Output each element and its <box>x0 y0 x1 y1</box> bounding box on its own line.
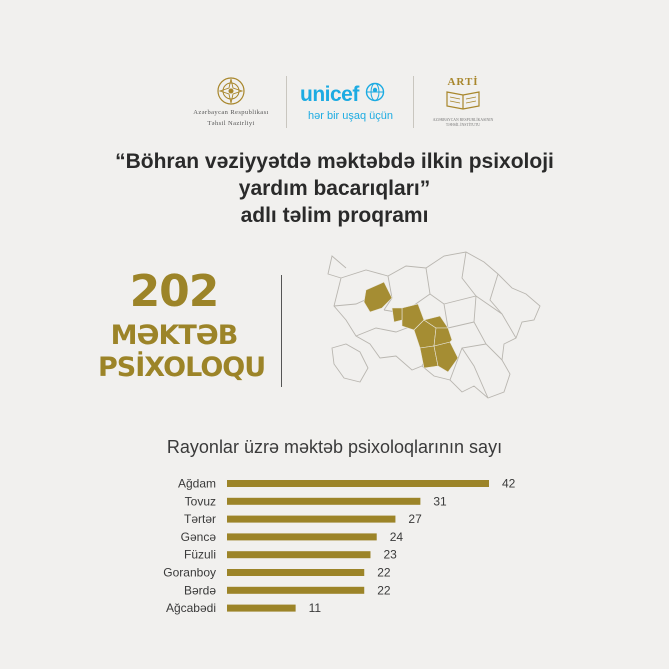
category-label: Ağcabədi <box>165 601 216 616</box>
category-label: Bərdə <box>183 583 216 598</box>
nakhchivan-outline <box>332 344 368 382</box>
category-label: Tərtər <box>183 512 216 527</box>
logo-bar <box>0 72 669 134</box>
category-label: Ağdam <box>177 476 216 491</box>
unicef-wordmark: unicef <box>300 82 359 106</box>
azerbaijan-map <box>326 248 556 406</box>
bar <box>227 587 364 594</box>
title-line1: “Böhran vəziyyətdə məktəbdə ilkin psixoloji <box>115 150 554 173</box>
title-line3: adlı təlim proqramı <box>240 204 429 227</box>
stat-number: 202 <box>129 266 219 317</box>
bar <box>227 605 296 612</box>
title-line2: yardım bacarıqları” <box>238 177 431 200</box>
category-label: Gəncə <box>180 529 216 544</box>
logo-divider <box>413 76 414 128</box>
ministry-logo <box>166 76 296 128</box>
logo-divider <box>286 76 287 128</box>
ministry-emblem-icon <box>216 76 246 106</box>
value-label: 11 <box>308 601 322 616</box>
arti-caption: AZƏRBAYCAN RESPUBLİKASININ TƏHSİL İNSTİTUTU <box>432 118 494 127</box>
district-tovuz <box>364 282 392 312</box>
bar <box>227 498 420 505</box>
arti-book-icon <box>444 88 482 112</box>
category-label: Tovuz <box>184 494 216 509</box>
value-label: 23 <box>383 547 397 562</box>
bar-chart <box>0 470 669 640</box>
stat-block <box>98 266 266 384</box>
value-label: 22 <box>377 565 391 580</box>
stat-word2: PSİXOLOQU <box>98 352 266 383</box>
stat-word1: MƏKTƏB <box>110 320 238 351</box>
stat-divider <box>281 275 282 387</box>
page-title <box>40 148 629 229</box>
arti-name: ARTİ <box>447 76 479 88</box>
ministry-name-line1: Azərbaycan Respublikası <box>193 109 269 116</box>
value-label: 22 <box>377 583 391 598</box>
bar <box>227 516 395 523</box>
unicef-globe-icon <box>365 82 385 107</box>
district-gence <box>392 308 402 322</box>
category-label: Füzuli <box>183 547 216 562</box>
bar <box>227 569 364 576</box>
bar <box>227 480 489 487</box>
bar <box>227 533 377 540</box>
category-label: Goranboy <box>163 565 216 580</box>
highlighted-districts <box>364 282 458 372</box>
value-label: 42 <box>502 476 516 491</box>
unicef-logo <box>300 82 410 122</box>
ministry-name-line2: Təhsil Nazirliyi <box>207 120 255 127</box>
value-label: 31 <box>433 494 447 509</box>
bar <box>227 551 370 558</box>
unicef-tagline: hər bir uşaq üçün <box>308 110 393 122</box>
value-label: 24 <box>389 529 404 544</box>
chart-title: Rayonlar üzrə məktəb psixoloqlarının sayı <box>166 437 503 457</box>
value-label: 27 <box>408 512 422 527</box>
arti-logo <box>428 76 498 128</box>
